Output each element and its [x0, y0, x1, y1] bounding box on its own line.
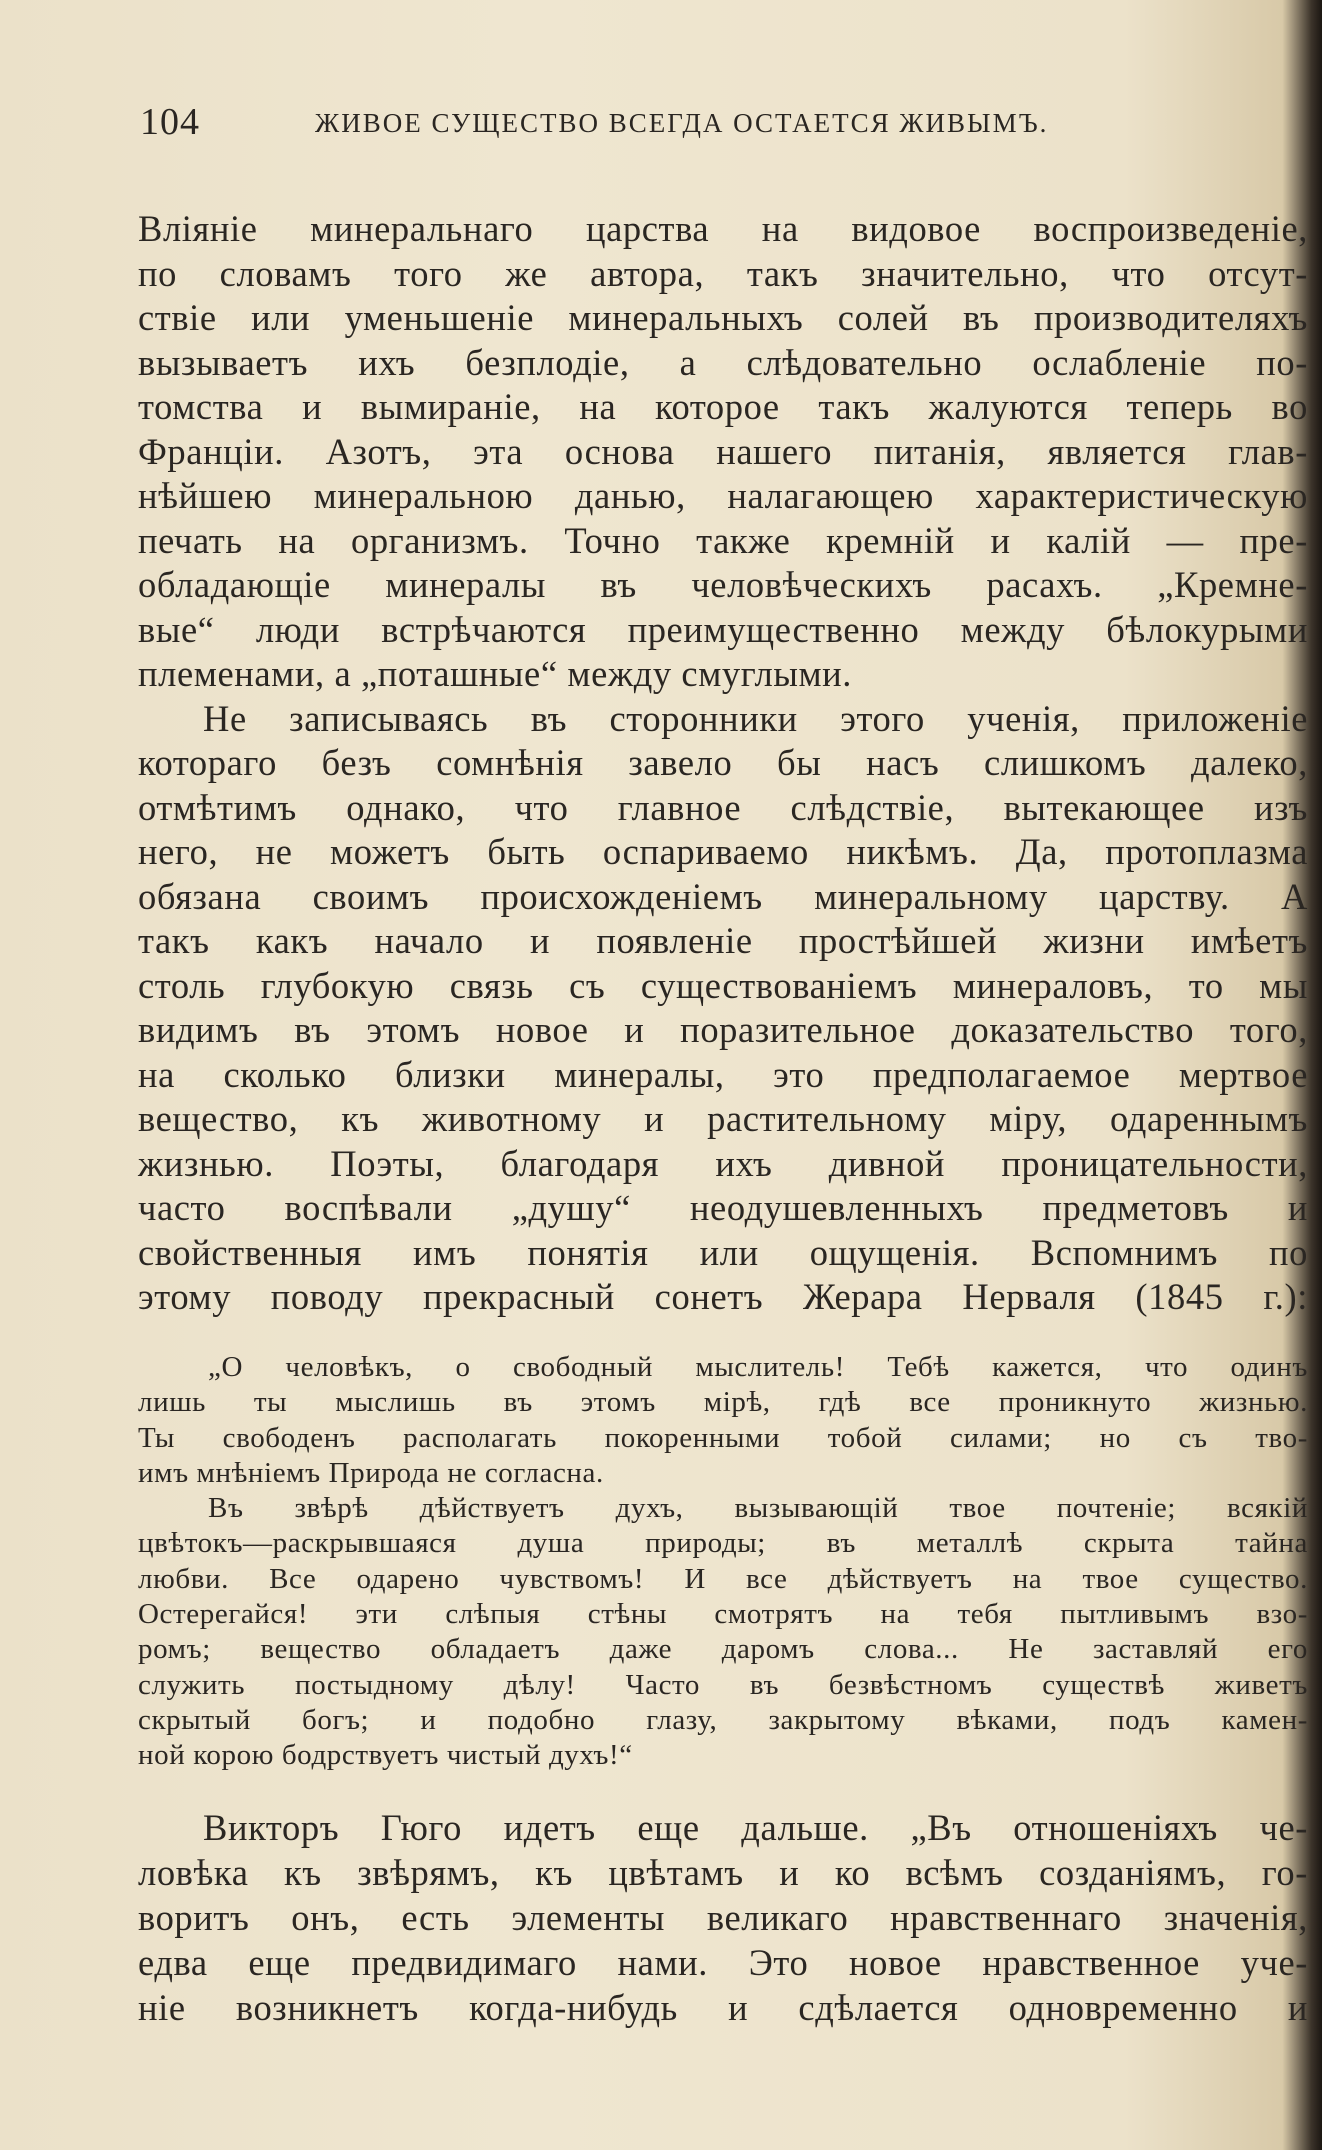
text-line: едва еще предвидимаго нами. Это новое нравственное уче- — [138, 1942, 1308, 1983]
text-line: Викторъ Гюго идетъ еще дальше. „Въ отношеніяхъ че- — [203, 1807, 1308, 1848]
text-line: обязана своимъ происхожденіемъ минеральному царству. А — [138, 875, 1308, 917]
text-line: на сколько близки минералы, это предполагаемое мертвое — [138, 1053, 1308, 1095]
text-line: племенами, а „поташные“ между смуглыми. — [138, 653, 852, 694]
quote-line: ромъ; вещество обладаетъ даже даромъ слова... Не заставляй его — [138, 1633, 1308, 1666]
text-line: ловѣка къ звѣрямъ, къ цвѣтамъ и ко всѣмъ созданіямъ, го- — [138, 1852, 1308, 1893]
text-line: воритъ онъ, есть элементы великаго нравственнаго значенія, — [138, 1897, 1308, 1938]
quote-line: цвѣтокъ—раскрывшаяся душа природы; въ металлѣ скрыта тайна — [138, 1527, 1308, 1560]
main-paragraphs — [138, 207, 1308, 1320]
quote-line: имъ мнѣніемъ Природа не согласна. — [138, 1456, 604, 1489]
text-line: жизнью. Поэты, благодаря ихъ дивной проницательности, — [138, 1142, 1308, 1184]
page-header — [140, 100, 1260, 160]
text-line: отмѣтимъ однако, что главное слѣдствіе, вытекающее изъ — [138, 786, 1308, 828]
text-line: вые“ люди встрѣчаются преимущественно между бѣлокурыми — [138, 608, 1308, 650]
text-line: вызываетъ ихъ безплодіе, а слѣдовательно ослабленіе по- — [138, 341, 1308, 383]
quote-line: Остерегайся! эти слѣпыя стѣны смотрятъ на тебя пытливымъ взо- — [138, 1598, 1308, 1631]
text-line: часто воспѣвали „душу“ неодушевленныхъ предметовъ и — [138, 1187, 1308, 1228]
quote-line: Ты свободенъ располагать покоренными тобой силами; но съ тво- — [138, 1421, 1308, 1454]
quote-line: лишь ты мыслишь въ этомъ мірѣ, гдѣ все проникнуто жизнью. — [138, 1386, 1308, 1419]
quote-line: служить постыдному дѣлу! Часто въ безвѣстномъ существѣ живетъ — [138, 1668, 1308, 1701]
text-line: Не записываясь въ сторонники этого ученія, приложеніе — [203, 697, 1308, 739]
text-line: него, не можетъ быть оспариваемо никѣмъ. Да, протоплазма — [138, 831, 1308, 872]
text-line: столь глубокую связь съ существованіемъ минераловъ, то мы — [138, 964, 1308, 1006]
text-line: нѣйшею минеральною данью, налагающею характеристическую — [138, 475, 1308, 516]
quote-line: „О человѣкъ, о свободный мыслитель! Тебѣ кажется, что одинъ — [208, 1351, 1308, 1383]
page-number: 104 — [140, 101, 200, 143]
text-line: Вліяніе минеральнаго царства на видовое воспроизведеніе, — [138, 208, 1308, 249]
quote-line: любви. Все одарено чувствомъ! И все дѣйствуетъ на твое существо. — [138, 1562, 1308, 1595]
quote-line: ной корою бодрствуетъ чистый духъ!“ — [138, 1739, 633, 1772]
text-line: томства и вымираніе, на которое такъ жалуются теперь во — [138, 386, 1308, 427]
closing-paragraph — [138, 1805, 1308, 2030]
running-title: ЖИВОЕ СУЩЕСТВО ВСЕГДА ОСТАЕТСЯ ЖИВЫМЪ. — [315, 108, 1049, 138]
text-line: Франціи. Азотъ, эта основа нашего питанія, является глав- — [138, 430, 1308, 472]
text-line: ствіе или уменьшеніе минеральныхъ солей въ производителяхъ — [138, 297, 1308, 338]
text-line: этому поводу прекрасный сонетъ Жерара Нерваля (1845 г.): — [138, 1276, 1308, 1317]
text-line: котораго безъ сомнѣнія завело бы насъ слишкомъ далеко, — [138, 742, 1308, 783]
quote-line: Въ звѣрѣ дѣйствуетъ духъ, вызывающій твое почтеніе; всякій — [208, 1492, 1308, 1525]
text-line: вещество, къ животному и растительному міру, одареннымъ — [138, 1098, 1308, 1139]
text-line: по словамъ того же автора, такъ значительно, что отсут- — [138, 252, 1308, 294]
text-line: видимъ въ этомъ новое и поразительное доказательство того, — [138, 1009, 1308, 1050]
text-line: обладающіе минералы въ человѣческихъ расахъ. „Кремне- — [138, 564, 1308, 605]
text-line: свойственныя имъ понятія или ощущенія. Вспомнимъ по — [138, 1231, 1308, 1273]
text-line: такъ какъ начало и появленіе простѣйшей жизни имѣетъ — [138, 920, 1308, 961]
quote-line: скрытый богъ; и подобно глазу, закрытому вѣками, подъ камен- — [138, 1703, 1308, 1736]
text-line: ніе возникнетъ когда-нибудь и сдѣлается одновременно и — [138, 1987, 1308, 2028]
quotation-block — [138, 1350, 1308, 1774]
text-line: печать на организмъ. Точно также кремній и калій — пре- — [138, 519, 1308, 561]
